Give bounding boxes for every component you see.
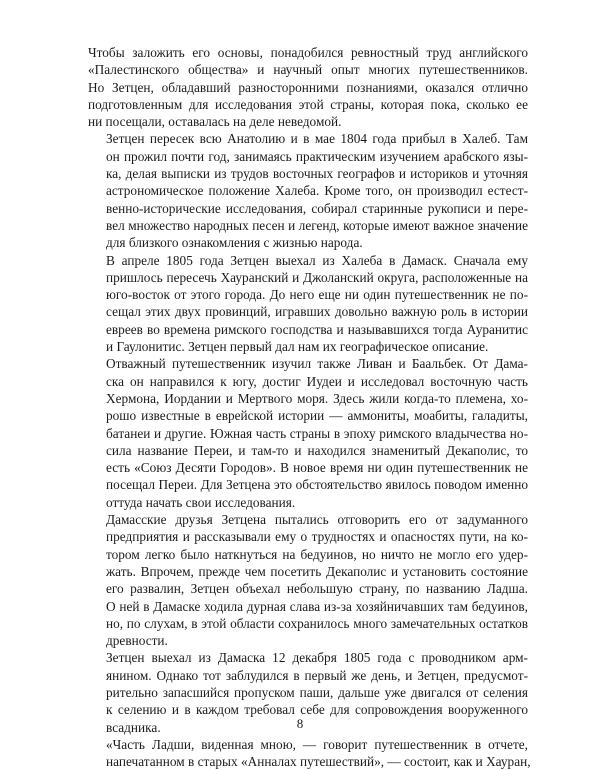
text-line: вел множество народных песен и легенд, которые имеют важное значение	[106, 217, 528, 233]
text-line: рительно запасшийся пропуском паши, дальше уже двигался от селения	[106, 684, 528, 700]
text-line: предприятия и рассказывали ему о трудностях и опасностях пути, на ко-	[106, 529, 528, 545]
text-line: к селению и в каждом требовал себе для сопровождения вооруженного	[106, 702, 528, 718]
document-page	[88, 44, 531, 770]
text-line: сещал этих двух провинций, игравших довольно важную роль в истории	[106, 304, 528, 320]
text-line: юго-восток от этого города. До него еще ни один путешественник не по-	[106, 287, 528, 303]
text-line: напечатанном в старых «Анналах путешествий», — состоит, как и Хауран,	[106, 754, 531, 770]
paragraph	[88, 736, 531, 770]
text-line: ни посещали, оставалась на деле неведомой.	[88, 114, 342, 130]
text-line: «Часть Ладши, виденная мною, — говорит путешественник в отчете,	[106, 736, 528, 752]
text-line: батанеи и другие. Южная часть страны в эпоху римского владычества но-	[106, 425, 528, 441]
paragraph	[88, 355, 528, 511]
page-number: 8	[296, 716, 304, 731]
text-line: В апреле 1805 года Зетцен выехал из Халеба в Дамаск. Сначала ему	[106, 252, 528, 268]
text-line: Зетцен пересек всю Анатолию и в мае 1804 года прибыл в Халеб. Там	[106, 131, 528, 147]
text-line: но, по слухам, в этой области сохранилось много замечательных остатков	[106, 615, 528, 631]
text-line: ка, делая выписки из трудов восточных географов и историков и уточняя	[106, 166, 528, 182]
text-line: сила название Переи, и там-то и находился знаменитый Декаполис, то	[106, 442, 528, 458]
paragraph	[88, 130, 528, 251]
text-line: Дамасские друзья Зетцена пытались отговорить его от задуманного	[106, 512, 528, 528]
text-line: венно-исторические исследования, собирал старинные рукописи и пере-	[106, 200, 528, 216]
text-line: янином. Однако тот заблудился в первый же день, и Зетцен, предусмот-	[106, 667, 528, 683]
text-line: Отважный путешественник изучил также Ливан и Баальбек. От Дама-	[106, 356, 528, 372]
text-line: он прожил почти год, занимаясь практическим изучением арабского язы-	[106, 148, 528, 164]
text-line: посещал Переи. Для Зетцена это обстоятельство явилось поводом именно	[106, 477, 528, 493]
paragraph	[88, 511, 528, 649]
text-line: «Палестинского общества» и научный опыт многих путешественников.	[88, 62, 528, 78]
text-line: Хермона, Иордании и Мертвого моря. Здесь жили когда-то племена, хо-	[106, 390, 528, 406]
text-line: пришлось пересечь Хауранский и Джоланский округа, расположенные на	[106, 269, 528, 285]
paragraph	[88, 252, 528, 356]
text-line: рошо известные в еврейской истории — аммониты, моабиты, галадиты,	[106, 408, 528, 424]
text-line: Зетцен выехал из Дамаска 12 декабря 1805 года с проводником арм-	[106, 650, 528, 666]
text-line: его развалин, Зетцен объехал небольшую страну, по названию Ладша.	[106, 581, 528, 597]
text-line: жать. Впрочем, прежде чем посетить Декаполис и установить состояние	[106, 563, 528, 579]
text-line: ска он направился к югу, достиг Иудеи и исследовал восточную часть	[106, 373, 528, 389]
text-line: астрономическое положение Халеба. Кроме того, он производил естест-	[106, 183, 528, 199]
text-line: для близкого ознакомления с жизнью народа.	[106, 235, 363, 251]
text-line: древности.	[106, 633, 168, 649]
text-line: оттуда начать свои исследования.	[106, 494, 296, 510]
text-line: Но Зетцен, обладавший разносторонними познаниями, оказался отлично	[88, 79, 528, 95]
text-line: всадника.	[106, 719, 161, 735]
text-line: О ней в Дамаске ходила дурная слава из-за хозяйничавших там бедуинов,	[106, 598, 528, 614]
text-line: подготовленным для исследования этой страны, которая пока, сколько ее	[88, 96, 528, 112]
text-line: и Гаулонитис. Зетцен первый дал нам их географическое описание.	[106, 339, 489, 355]
text-line: евреев во времена римского господства и называвшихся тогда Ауранитис	[106, 321, 528, 337]
text-line: Чтобы заложить его основы, понадобился ревностный труд английского	[88, 45, 528, 60]
text-line: есть «Союз Десяти Городов». В новое время ни один путешественник не	[106, 460, 528, 476]
text-line: тором легко было наткнуться на бедуинов, но ничто не могло его удер-	[106, 546, 528, 562]
paragraph	[88, 44, 528, 130]
